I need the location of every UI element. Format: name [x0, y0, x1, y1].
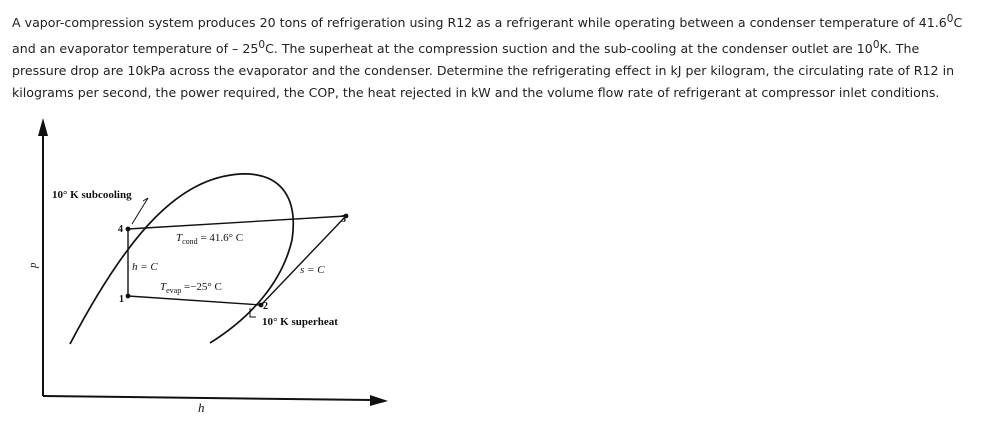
- y-axis-label: p: [27, 262, 39, 268]
- point-4-label: 4: [118, 224, 123, 235]
- problem-text-4: K. The pressure drop are 10kPa across the evaporator and the condenser. Determine the refrigerating effect in kJ per kilogram, the circulating rate of R12 in kilograms per second, the power required, the COP, the heat rejected in kW and the volume flow rate of refrigerant at compressor inlet conditions.: [12, 41, 955, 101]
- x-axis-arrowhead: [370, 395, 388, 406]
- degree-superscript-2: 0: [258, 39, 266, 52]
- condenser-line: [128, 216, 346, 229]
- t-evap-subscript: evap: [166, 286, 182, 295]
- point-3-label: 3: [341, 214, 346, 225]
- s-constant-label: s = C: [300, 264, 325, 276]
- degree-superscript-1: 0: [946, 13, 954, 25]
- degree-superscript-3: 0: [872, 39, 880, 52]
- subcooling-label: 10° K subcooling: [52, 189, 132, 201]
- x-axis: [43, 396, 372, 400]
- t-cond-subscript: cond: [182, 237, 198, 246]
- state-point-1: [126, 294, 131, 299]
- y-axis-arrowhead: [38, 118, 48, 136]
- point-2-label: 2: [263, 301, 268, 312]
- h-constant-label: h = C: [132, 261, 158, 273]
- t-evap-label: [160, 281, 222, 295]
- t-evap-symbol: T: [160, 281, 167, 293]
- t-evap-value: =−25° C: [181, 281, 222, 293]
- point-1-label: 1: [119, 294, 124, 305]
- state-point-4: [126, 227, 131, 232]
- compression-line: [261, 216, 346, 305]
- subcooling-leader: [132, 198, 148, 224]
- t-cond-value: = 41.6° C: [197, 232, 244, 244]
- evaporator-line: [128, 296, 261, 305]
- problem-text-2: C and an evaporator temperature of – 25: [12, 15, 963, 57]
- superheat-label: 10° K superheat: [262, 316, 338, 328]
- t-cond-symbol: T: [176, 232, 183, 244]
- problem-text-1: A vapor-compression system produces 20 tons of refrigeration using R12 as a refrigerant while operating between a condenser temperature of 41.6: [12, 15, 947, 31]
- x-axis-label: h: [198, 400, 205, 415]
- t-cond-label: [176, 232, 243, 246]
- problem-text-3: C. The superheat at the compression suction and the sub-cooling at the condenser outlet are 10: [265, 41, 873, 57]
